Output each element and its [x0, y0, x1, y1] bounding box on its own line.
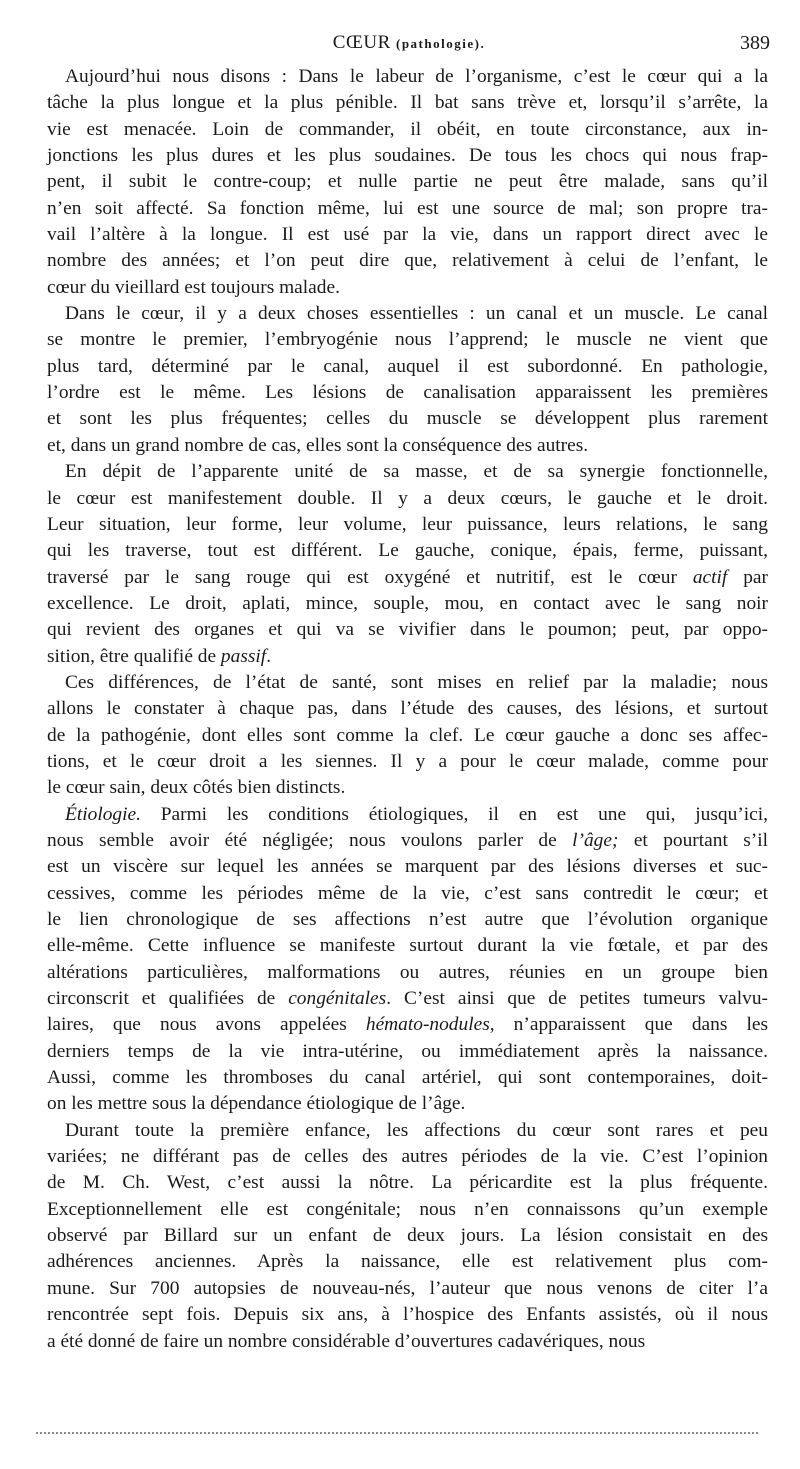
page-number: 389: [740, 32, 770, 54]
paragraph: [47, 301, 768, 459]
text-line: tâche la plus longue et la plus pénible. Il bat sans trève et, lorsqu’il s’arrête, la: [47, 92, 768, 114]
paragraph: [47, 459, 768, 670]
text-line: cessives, comme les périodes même de la vie, c’est sans contredit le cœur; et: [47, 882, 768, 904]
text-line: plus tard, déterminé par le canal, auquel il est subordonné. En pathologie,: [47, 355, 768, 377]
text-line: Durant toute la première enfance, les affections du cœur sont rares et peu: [65, 1119, 768, 1141]
text-line: qui revient des organes et qui va se vivifier dans le poumon; peut, par oppo-: [47, 619, 768, 641]
text-line: tions, et le cœur droit a les siennes. Il y a pour le cœur malade, comme pour: [47, 750, 768, 772]
text-line: variées; ne différant pas de celles des autres périodes de la vie. C’est l’opinion: [47, 1146, 768, 1168]
text-line: de M. Ch. West, c’est aussi la nôtre. La péricardite est la plus fréquente.: [47, 1172, 768, 1194]
text-line: on les mettre sous la dépendance étiologique de l’âge.: [47, 1093, 466, 1115]
paragraph: [47, 802, 768, 1118]
text-line: et, dans un grand nombre de cas, elles sont la conséquence des autres.: [47, 434, 589, 456]
text-line: circonscrit et qualifiées de congénitales. C’est ainsi que de petites tumeurs valvu-: [47, 988, 768, 1010]
text-line: altérations particulières, malformations ou autres, réunies en un groupe bien: [47, 961, 768, 983]
text-line: qui les traverse, tout est différent. Le gauche, conique, épais, ferme, puissant,: [47, 540, 768, 562]
text-line: allons le constater à chaque pas, dans l’étude des causes, des lésions, et surtout: [47, 698, 768, 720]
text-line: et sont les plus fréquentes; celles du muscle se développent plus rarement: [47, 408, 768, 430]
text-line: vail l’altère à la longue. Il est usé par la vie, dans un rapport direct avec le: [47, 224, 768, 246]
text-line: mune. Sur 700 autopsies de nouveau-nés, l’auteur que nous venons de citer l’a: [47, 1277, 768, 1299]
footer-rule: [36, 1432, 758, 1434]
text-line: jonctions les plus dures et les plus soudaines. De tous les chocs qui nous frap-: [47, 145, 768, 167]
text-line: elle-même. Cette influence se manifeste surtout durant la vie fœtale, et par des: [47, 935, 768, 957]
text-line: cœur du vieillard est toujours malade.: [47, 276, 340, 298]
running-title: [48, 30, 770, 57]
text-line: de la pathogénie, dont elles sont comme la clef. Le cœur gauche a donc ses affec-: [47, 724, 768, 746]
text-line: pent, il subit le contre-coup; et nulle partie ne peut être malade, sans qu’il: [47, 171, 768, 193]
text-line: Aussi, comme les thromboses du canal artériel, qui sont contemporaines, doit-: [47, 1067, 768, 1089]
text-line: vie est menacée. Loin de commander, il obéit, en toute circonstance, aux in-: [47, 118, 768, 140]
text-line: le lien chronologique de ses affections n’est autre que l’évolution organique: [47, 909, 768, 930]
text-line: Exceptionnellement elle est congénitale; nous n’en connaissons qu’un exemple: [47, 1198, 768, 1220]
text-line: Leur situation, leur forme, leur volume, leur puissance, leurs relations, le sang: [47, 513, 768, 535]
text-line: excellence. Le droit, aplati, mince, souple, mou, en contact avec le sang noir: [47, 592, 768, 614]
paragraph: [47, 1118, 768, 1355]
text-line: Étiologie. Parmi les conditions étiologiques, il en est une qui, jusqu’ici,: [65, 803, 768, 825]
text-line: observé par Billard sur un enfant de deux jours. La lésion consistait en des: [47, 1225, 768, 1247]
text-line: est un viscère sur lequel les années se marquent par des lésions diverses et suc-: [47, 856, 768, 878]
text-line: laires, que nous avons appelées hémato-nodules, n’apparaissent que dans les: [47, 1014, 768, 1036]
text-line: le cœur est manifestement double. Il y a deux cœurs, le gauche et le droit.: [47, 487, 768, 509]
text-line: nous semble avoir été négligée; nous voulons parler de l’âge; et pourtant s’il: [47, 829, 768, 851]
text-line: Aujourd’hui nous disons : Dans le labeur de l’organisme, c’est le cœur qui a la: [65, 66, 768, 87]
text-line: a été donné de faire un nombre considérable d’ouvertures cadavériques, nous: [47, 1330, 646, 1352]
text-line: n’en soit affecté. Sa fonction même, lui est une source de mal; son propre tra-: [47, 197, 768, 219]
running-title-main: CŒUR: [332, 32, 396, 53]
text-line: se montre le premier, l’embryogénie nous l’apprend; le muscle ne vient que: [47, 329, 768, 351]
paragraph: [47, 64, 768, 301]
text-line: En dépit de l’apparente unité de sa masse, et de sa synergie fonctionnelle,: [65, 461, 768, 483]
text-line: l’ordre est le même. Les lésions de canalisation apparaissent les premières: [47, 382, 768, 404]
body-text: [47, 64, 768, 1355]
text-line: Ces différences, de l’état de santé, sont mises en relief par la maladie; nous: [65, 671, 768, 693]
running-header: [48, 30, 770, 56]
text-line: Dans le cœur, il y a deux choses essentielles : un canal et un muscle. Le canal: [65, 303, 768, 325]
text-line: rencontrée sept fois. Depuis six ans, à l’hospice des Enfants assistés, où il nous: [47, 1304, 768, 1326]
text-line: derniers temps de la vie intra-utérine, ou immédiatement après la naissance.: [47, 1040, 768, 1062]
running-title-subtitle: (pathologie).: [396, 36, 486, 51]
text-line: traversé par le sang rouge qui est oxygéné et nutritif, est le cœur actif par: [47, 566, 768, 588]
text-line: nombre des années; et l’on peut dire que, relativement à celui de l’enfant, le: [47, 250, 768, 272]
text-line: le cœur sain, deux côtés bien distincts.: [47, 777, 346, 799]
text-line: sition, être qualifié de passif.: [47, 645, 272, 667]
paragraph: [47, 670, 768, 802]
text-line: adhérences anciennes. Après la naissance, elle est relativement plus com-: [47, 1251, 768, 1273]
